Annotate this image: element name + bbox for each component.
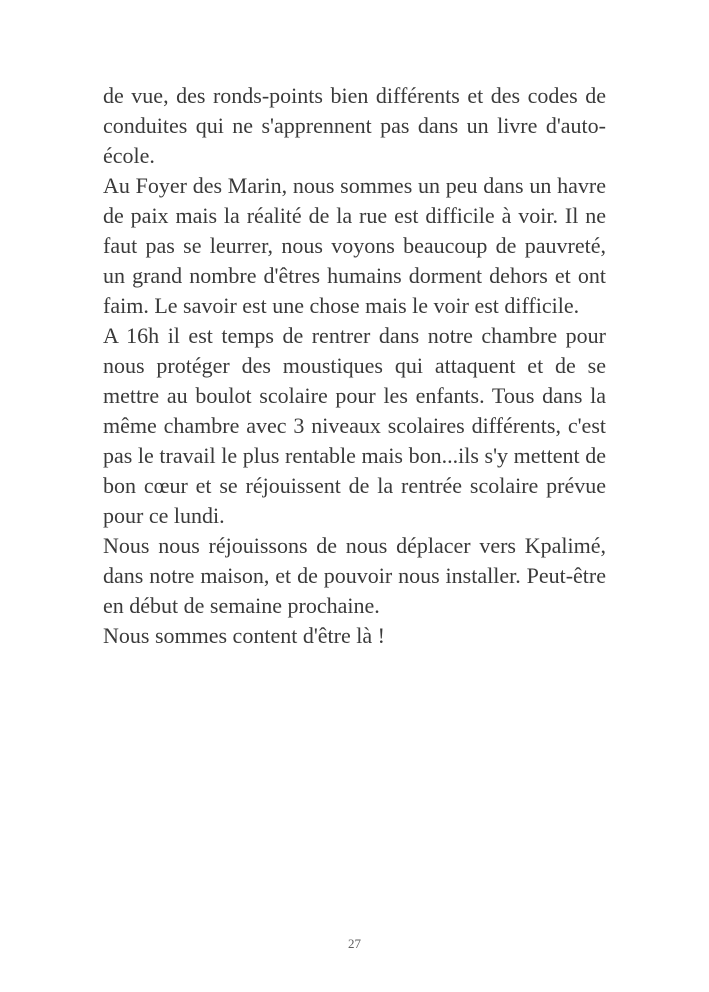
- page-number: 27: [348, 936, 361, 951]
- body-paragraph: Au Foyer des Marin, nous sommes un peu dans un havre de paix mais la réalité de la rue est difficile à voir. Il ne faut pas se leurrer, nous voyons beaucoup de pauvreté, un grand nombre d'êtres humains dorment dehors et ont faim. Le savoir est une chose mais le voir est difficile.: [103, 173, 606, 318]
- page-footer: [0, 936, 709, 952]
- body-paragraph: Nous sommes content d'être là !: [103, 623, 385, 648]
- body-paragraph: A 16h il est temps de rentrer dans notre chambre pour nous protéger des moustiques qui attaquent et de se mettre au boulot scolaire pour les enfants. Tous dans la même chambre avec 3 niveaux scolaires différents, c'est pas le travail le plus rentable mais bon...ils s'y mettent de bon cœur et se réjouissent de la rentrée scolaire prévue pour ce lundi.: [103, 323, 606, 528]
- body-paragraph: de vue, des ronds-points bien différents et des codes de conduites qui ne s'apprennent pas dans un livre d'auto-école.: [103, 83, 606, 168]
- body-paragraph: Nous nous réjouissons de nous déplacer vers Kpalimé, dans notre maison, et de pouvoir nous installer. Peut-être en début de semaine prochaine.: [103, 533, 606, 618]
- page-text-block: [103, 81, 606, 651]
